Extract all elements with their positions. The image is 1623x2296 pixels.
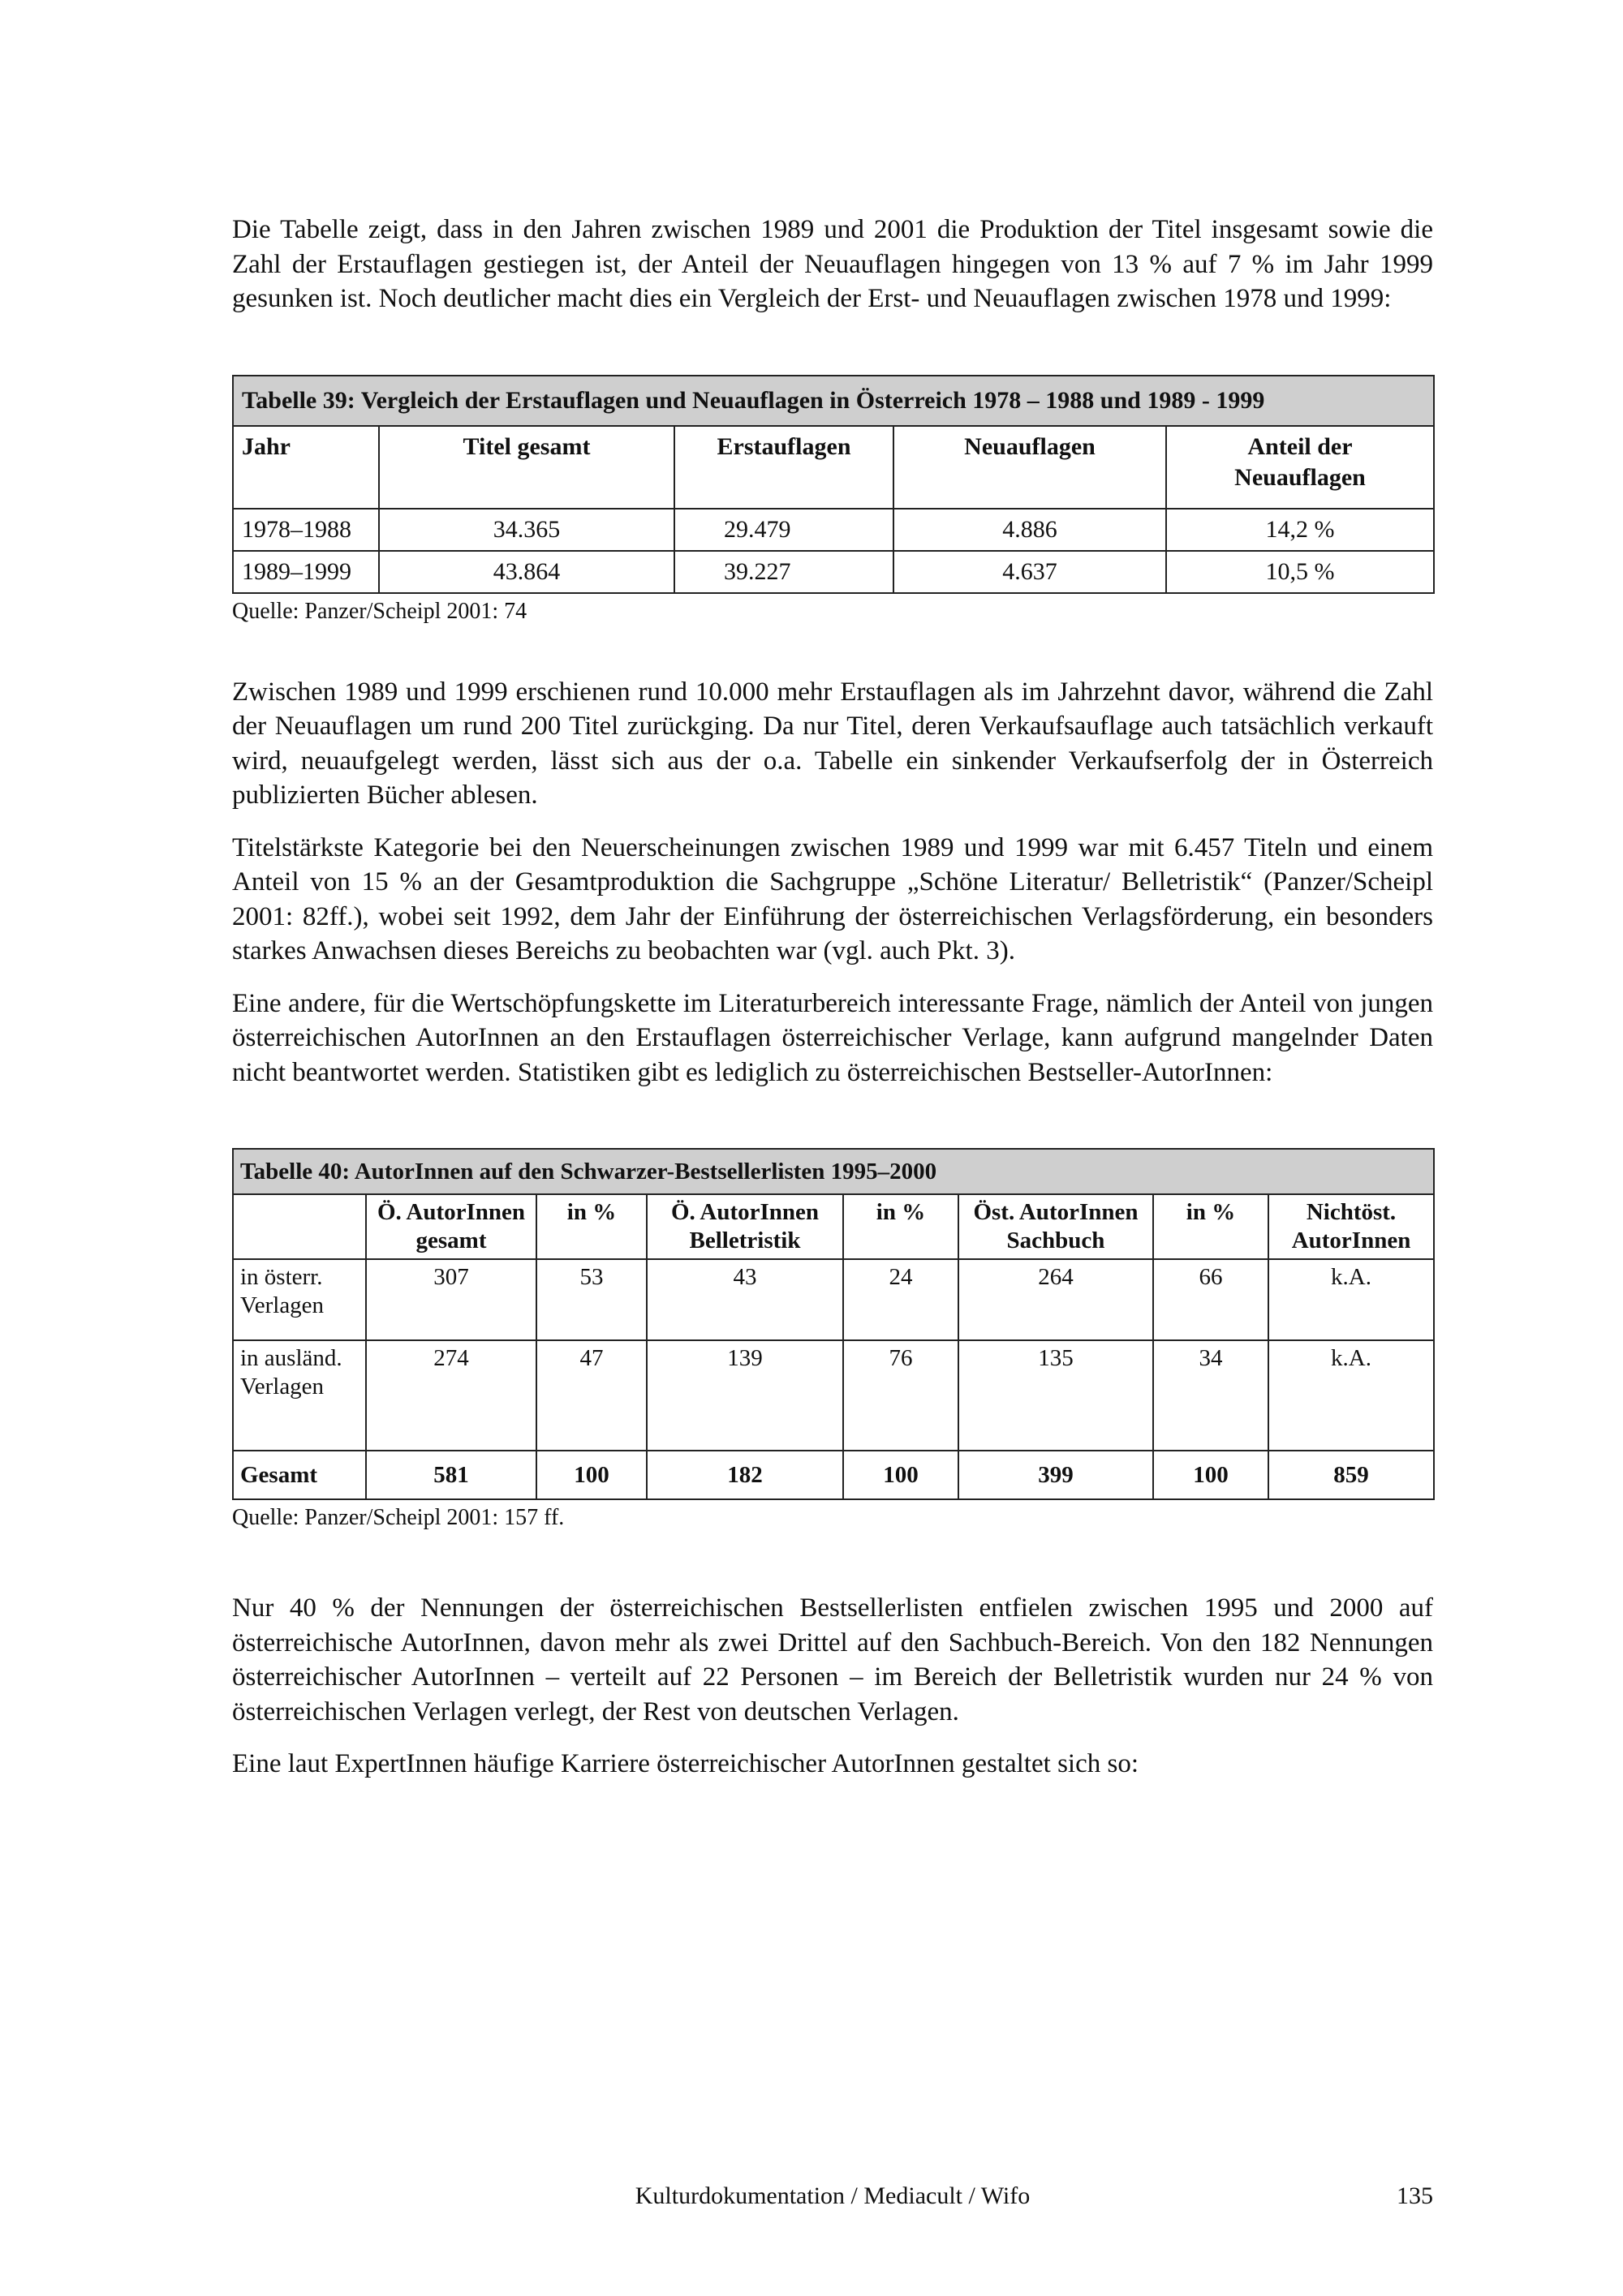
table-cell: 29.479	[674, 509, 893, 551]
table-40-header: Ö. AutorInnen gesamt	[366, 1194, 536, 1259]
table-39-header: Anteil der Neuauflagen	[1166, 426, 1434, 509]
paragraph-question: Eine andere, für die Wertschöpfungskette im Literaturbereich interessante Frage, nämlich der Anteil von jungen österreichischen AutorInnen an den Erstauflagen österreichischer Verlage, kann aufgrund mangelnder Daten nicht beantwortet werden. Statistiken gibt es lediglich zu österreichischen Bestseller-AutorInnen:	[232, 988, 1433, 1087]
table-40-header: Ö. AutorInnen Belletristik	[647, 1194, 843, 1259]
table-39-header: Neuauflagen	[893, 426, 1166, 509]
table-cell: 399	[958, 1451, 1153, 1499]
table-row	[233, 1259, 1434, 1340]
page-number: 135	[1397, 2182, 1433, 2209]
paragraph-category: Titelstärkste Kategorie bei den Neuerscheinungen zwischen 1989 und 1999 war mit 6.457 Titeln und einem Anteil von 15 % an der Gesamtproduktion die Sachgruppe „Schöne Literatur/ Belletristik“ (Panzer/Scheipl 2001: 82ff.), wobei seit 1992, dem Jahr der Einführung der österreichischen Verlagsförderung, ein besonders starkes Anwachsen dieses Bereichs zu beobachten war (vgl. auch Pkt. 3).	[232, 832, 1433, 965]
table-cell: k.A.	[1268, 1259, 1434, 1340]
table-cell: in österr. Verlagen	[233, 1259, 366, 1340]
paragraph-intro: Die Tabelle zeigt, dass in den Jahren zwischen 1989 und 2001 die Produktion der Titel insgesamt sowie die Zahl der Erstauflagen gestiegen ist, der Anteil der Neuauflagen hingegen von 13 % auf 7 % im Jahr 1999 gesunken ist. Noch deutlicher macht dies ein Vergleich der Erst- und Neuauflagen zwischen 1978 und 1999:	[232, 215, 1433, 313]
table-40	[232, 1148, 1435, 1500]
table-cell: 24	[843, 1259, 958, 1340]
table-row	[233, 1340, 1434, 1451]
table-cell: 47	[536, 1340, 647, 1451]
table-cell: 859	[1268, 1451, 1434, 1499]
table-cell: 135	[958, 1340, 1153, 1451]
table-40-header-row	[233, 1194, 1434, 1259]
table-40-header: Nichtöst. AutorInnen	[1268, 1194, 1434, 1259]
table-cell: 43	[647, 1259, 843, 1340]
table-cell: 43.864	[379, 551, 674, 593]
table-cell: 139	[647, 1340, 843, 1451]
table-total-row	[233, 1451, 1434, 1499]
table-cell: 66	[1153, 1259, 1268, 1340]
table-cell: 34.365	[379, 509, 674, 551]
table-39-caption: Tabelle 39: Vergleich der Erstauflagen und Neuauflagen in Österreich 1978 – 1988 und 1989 - 1999	[233, 376, 1434, 426]
table-cell: 100	[536, 1451, 647, 1499]
table-cell: 182	[647, 1451, 843, 1499]
table-cell: 100	[843, 1451, 958, 1499]
table-39-header: Jahr	[233, 426, 379, 509]
page-content	[232, 213, 1433, 1782]
table-cell: 264	[958, 1259, 1153, 1340]
table-cell: 34	[1153, 1340, 1268, 1451]
paragraph-comparison: Zwischen 1989 und 1999 erschienen rund 10.000 mehr Erstauflagen als im Jahrzehnt davor, während die Zahl der Neuauflagen um rund 200 Titel zurückging. Da nur Titel, deren Verkaufsauflage auch tatsächlich verkauft wird, neuaufgelegt werden, lässt sich aus der o.a. Tabelle ein sinkender Verkaufserfolg der in Österreich publizierten Bücher ablesen.	[232, 677, 1433, 810]
table-cell: 1989–1999	[233, 551, 379, 593]
table-39-source: Quelle: Panzer/Scheipl 2001: 74	[232, 598, 527, 624]
table-cell: 4.886	[893, 509, 1166, 551]
table-40-caption: Tabelle 40: AutorInnen auf den Schwarzer-Bestsellerlisten 1995–2000	[233, 1149, 1434, 1194]
table-40-header: in %	[843, 1194, 958, 1259]
table-cell: 76	[843, 1340, 958, 1451]
table-40-header	[233, 1194, 366, 1259]
table-cell: 4.637	[893, 551, 1166, 593]
table-39	[232, 375, 1435, 594]
table-cell: 1978–1988	[233, 509, 379, 551]
table-39-header-row	[233, 426, 1434, 509]
table-cell: 274	[366, 1340, 536, 1451]
table-cell: 53	[536, 1259, 647, 1340]
paragraph-bestseller: Nur 40 % der Nennungen der österreichischen Bestsellerlisten entfielen zwischen 1995 und 2000 auf österreichische AutorInnen, davon mehr als zwei Drittel auf den Sachbuch-Bereich. Von den 182 Nennungen österreichischer AutorInnen – verteilt auf 22 Personen – im Bereich der Belletristik wurden nur 24 % von österreichischen Verlagen verlegt, der Rest von deutschen Verlagen.	[232, 1593, 1433, 1726]
table-cell: 14,2 %	[1166, 509, 1434, 551]
footer-text: Kulturdokumentation / Mediacult / Wifo	[635, 2182, 1031, 2209]
table-cell: 39.227	[674, 551, 893, 593]
table-cell: k.A.	[1268, 1340, 1434, 1451]
table-row	[233, 509, 1434, 551]
table-cell: in ausländ. Verlagen	[233, 1340, 366, 1451]
table-40-header: in %	[1153, 1194, 1268, 1259]
table-cell: Gesamt	[233, 1451, 366, 1499]
table-40-header: in %	[536, 1194, 647, 1259]
table-40-source: Quelle: Panzer/Scheipl 2001: 157 ff.	[232, 1505, 565, 1530]
table-40-header: Öst. AutorInnen Sachbuch	[958, 1194, 1153, 1259]
table-cell: 581	[366, 1451, 536, 1499]
table-39-header: Titel gesamt	[379, 426, 674, 509]
table-cell: 100	[1153, 1451, 1268, 1499]
table-cell: 10,5 %	[1166, 551, 1434, 593]
table-39-header: Erstauflagen	[674, 426, 893, 509]
table-cell: 307	[366, 1259, 536, 1340]
paragraph-career: Eine laut ExpertInnen häufige Karriere österreichischer AutorInnen gestaltet sich so:	[232, 1749, 1139, 1778]
table-row	[233, 551, 1434, 593]
